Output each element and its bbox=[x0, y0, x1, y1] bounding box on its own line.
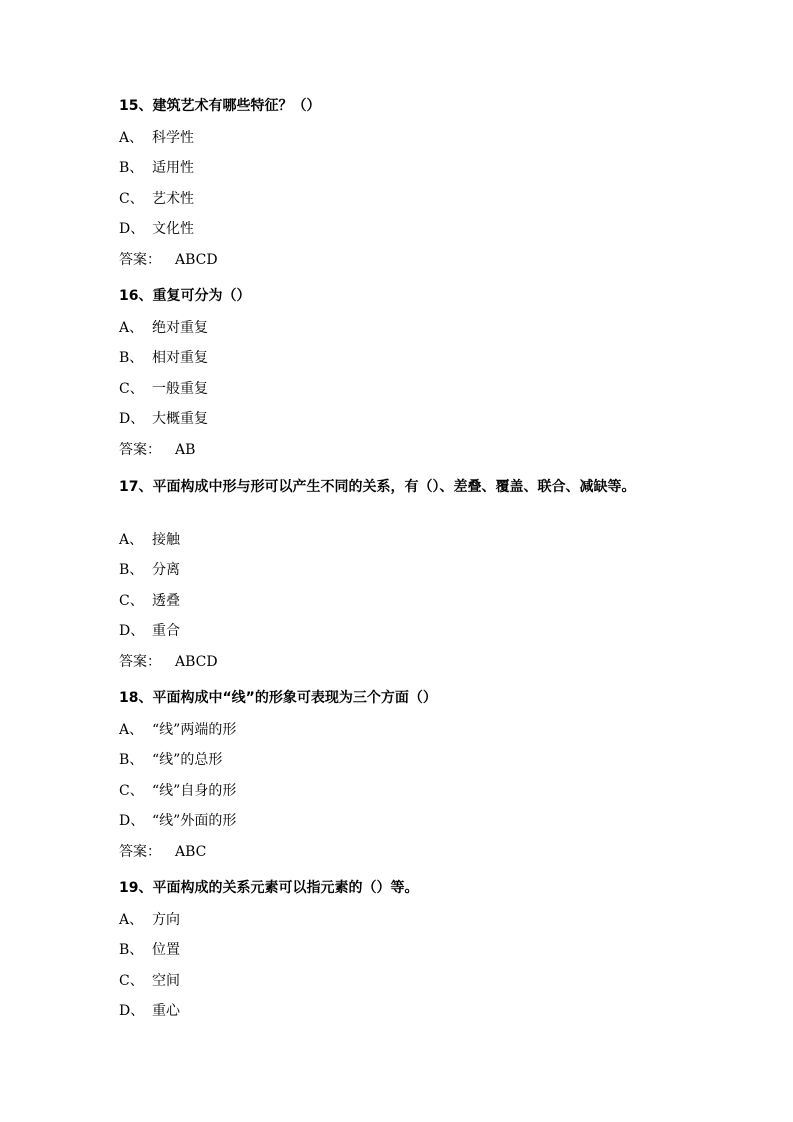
option-letter: D、 bbox=[119, 221, 145, 238]
option-a bbox=[119, 318, 679, 338]
answer-value: ABCD bbox=[175, 251, 218, 268]
option-letter: A、 bbox=[119, 721, 144, 738]
option-letter: D、 bbox=[119, 1003, 145, 1020]
option-text: 位置 bbox=[152, 942, 180, 959]
question-15 bbox=[119, 96, 679, 270]
question-18 bbox=[119, 688, 679, 862]
answer-line bbox=[119, 250, 679, 270]
option-a bbox=[119, 910, 679, 930]
option-c bbox=[119, 591, 679, 611]
option-letter: D、 bbox=[119, 813, 145, 830]
option-b bbox=[119, 158, 679, 178]
option-text: 方向 bbox=[152, 911, 180, 928]
option-letter: B、 bbox=[119, 752, 144, 769]
option-letter: B、 bbox=[119, 562, 144, 579]
answer-value: ABCD bbox=[175, 653, 218, 670]
option-letter: C、 bbox=[119, 972, 144, 989]
option-letter: C、 bbox=[119, 592, 144, 609]
option-text: 重合 bbox=[152, 623, 180, 640]
option-text: 透叠 bbox=[152, 592, 180, 609]
answer-value: ABC bbox=[175, 843, 207, 860]
option-letter: C、 bbox=[119, 782, 144, 799]
answer-line bbox=[119, 440, 679, 460]
question-title: 15、建筑艺术有哪些特征？（） bbox=[119, 98, 321, 114]
option-text: 大概重复 bbox=[152, 411, 208, 428]
option-b bbox=[119, 560, 679, 580]
option-text: 分离 bbox=[152, 562, 180, 579]
option-letter: B、 bbox=[119, 160, 144, 177]
question-16 bbox=[119, 286, 679, 460]
question-title: 17、平面构成中形与形可以产生不同的关系，有（）、差叠、覆盖、联合、减缺等。 bbox=[119, 479, 636, 495]
option-text: “线”外面的形 bbox=[152, 813, 237, 830]
option-d bbox=[119, 811, 679, 831]
option-text: 文化性 bbox=[152, 221, 194, 238]
option-c bbox=[119, 189, 679, 209]
option-letter: C、 bbox=[119, 190, 144, 207]
option-letter: A、 bbox=[119, 911, 144, 928]
answer-line bbox=[119, 652, 679, 672]
option-text: 科学性 bbox=[152, 129, 194, 146]
question-19 bbox=[119, 878, 679, 1021]
option-text: “线”两端的形 bbox=[152, 721, 237, 738]
option-text: 绝对重复 bbox=[152, 319, 208, 336]
option-a bbox=[119, 128, 679, 148]
option-letter: D、 bbox=[119, 411, 145, 428]
option-text: 重心 bbox=[152, 1003, 180, 1020]
option-b bbox=[119, 940, 679, 960]
option-letter: A、 bbox=[119, 531, 144, 548]
option-letter: B、 bbox=[119, 942, 144, 959]
answer-label: 答案： bbox=[119, 251, 161, 268]
option-text: 一般重复 bbox=[152, 380, 208, 397]
option-text: 空间 bbox=[152, 972, 180, 989]
question-17 bbox=[119, 477, 679, 672]
option-c bbox=[119, 781, 679, 801]
option-a bbox=[119, 720, 679, 740]
option-letter: B、 bbox=[119, 350, 144, 367]
answer-line bbox=[119, 842, 679, 862]
answer-value: AB bbox=[175, 441, 196, 458]
option-c bbox=[119, 971, 679, 991]
option-b bbox=[119, 348, 679, 368]
answer-label: 答案： bbox=[119, 653, 161, 670]
answer-label: 答案： bbox=[119, 843, 161, 860]
option-b bbox=[119, 750, 679, 770]
option-text: “线”自身的形 bbox=[152, 782, 237, 799]
option-d bbox=[119, 409, 679, 429]
option-text: 艺术性 bbox=[152, 190, 194, 207]
option-letter: A、 bbox=[119, 319, 144, 336]
option-d bbox=[119, 219, 679, 239]
option-text: 相对重复 bbox=[152, 350, 208, 367]
option-c bbox=[119, 379, 679, 399]
question-title: 16、重复可分为（） bbox=[119, 288, 251, 304]
option-letter: A、 bbox=[119, 129, 144, 146]
answer-label: 答案： bbox=[119, 441, 161, 458]
option-text: 接触 bbox=[152, 531, 180, 548]
option-text: 适用性 bbox=[152, 160, 194, 177]
question-title: 19、平面构成的关系元素可以指元素的（）等。 bbox=[119, 880, 419, 896]
option-a bbox=[119, 530, 679, 550]
option-letter: D、 bbox=[119, 623, 145, 640]
option-d bbox=[119, 1001, 679, 1021]
question-title: 18、平面构成中“线”的形象可表现为三个方面（） bbox=[119, 690, 437, 706]
option-text: “线”的总形 bbox=[152, 752, 223, 769]
option-d bbox=[119, 621, 679, 641]
option-letter: C、 bbox=[119, 380, 144, 397]
